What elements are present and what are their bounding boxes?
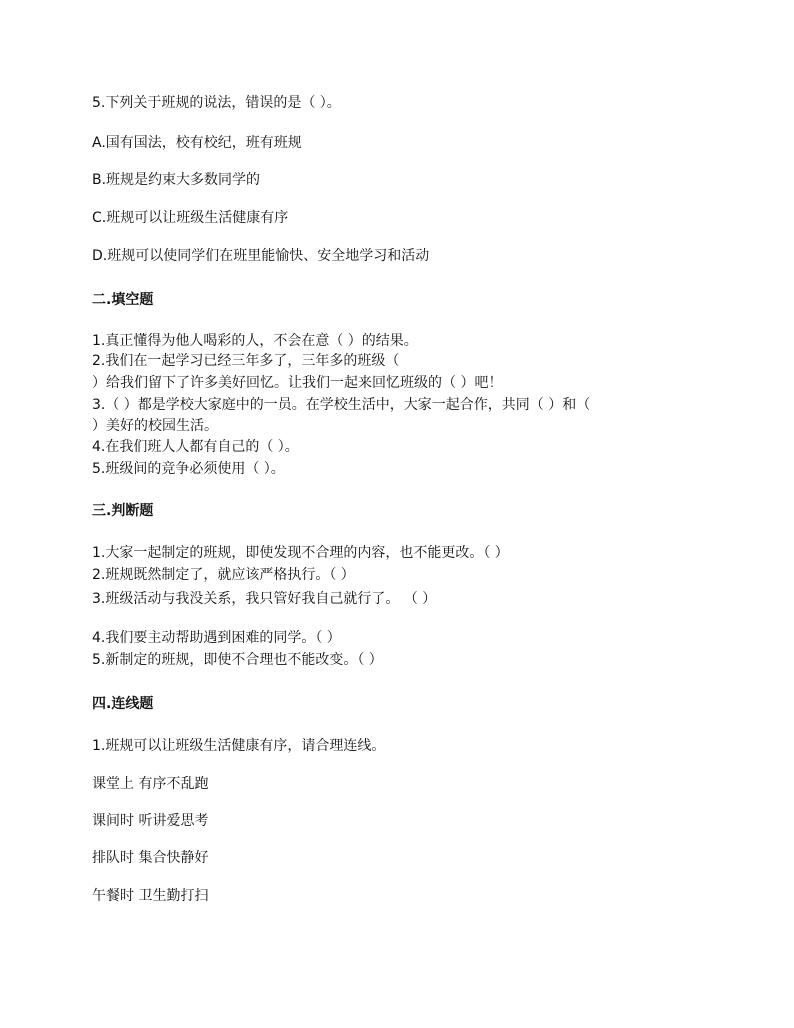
q5-option-d: D.班规可以使同学们在班里能愉快、安全地学习和活动 [92,248,430,264]
section3-line-1: 1.大家一起制定的班规，即使发现不合理的内容，也不能更改。（ ） [92,545,509,561]
section3-line-3: 3.班级活动与我没关系，我只管好我自己就行了。 （ ） [92,591,437,607]
section2-line-6: 4.在我们班人人都有自己的（ ）。 [92,439,299,455]
q5-option-b: B.班规是约束大多数同学的 [92,172,261,188]
section2-line-2: 2.我们在一起学习已经三年多了，三年多的班级（ [92,353,400,369]
section2-line-3: ）给我们留下了许多美好回忆。让我们一起来回忆班级的（ ）吧！ [92,375,503,391]
section4-item-2: 课间时 听讲爱思考 [92,813,209,829]
section3-line-4: 4.我们要主动帮助遇到困难的同学。（ ） [92,630,341,646]
section2-line-4: 3.（ ）都是学校大家庭中的一员。在学校生活中，大家一起合作，共同（ ）和（ [92,397,591,413]
q5-option-a: A.国有国法，校有校纪，班有班规 [92,135,302,151]
section4-title: 四.连线题 [92,696,154,712]
section4-stem: 1.班规可以让班级生活健康有序，请合理连线。 [92,738,386,754]
section3-line-2: 2.班规既然制定了，就应该严格执行。（ ） [92,567,355,583]
section4-item-4: 午餐时 卫生勤打扫 [92,888,209,904]
section2-title: 二.填空题 [92,292,154,308]
section2-line-1: 1.真正懂得为他人喝彩的人，不会在意（ ）的结果。 [92,333,418,349]
q5-option-c: C.班规可以让班级生活健康有序 [92,210,289,226]
q5-stem: 5.下列关于班规的说法，错误的是（ ）。 [92,95,341,111]
section2-line-5: ）美好的校园生活。 [92,418,218,434]
section3-line-5: 5.新制定的班规，即使不合理也不能改变。（ ） [92,652,383,668]
section4-item-3: 排队时 集合快静好 [92,850,209,866]
section4-item-1: 课堂上 有序不乱跑 [92,776,209,792]
section3-title: 三.判断题 [92,503,154,519]
section2-line-7: 5.班级间的竞争必须使用（ ）。 [92,461,285,477]
